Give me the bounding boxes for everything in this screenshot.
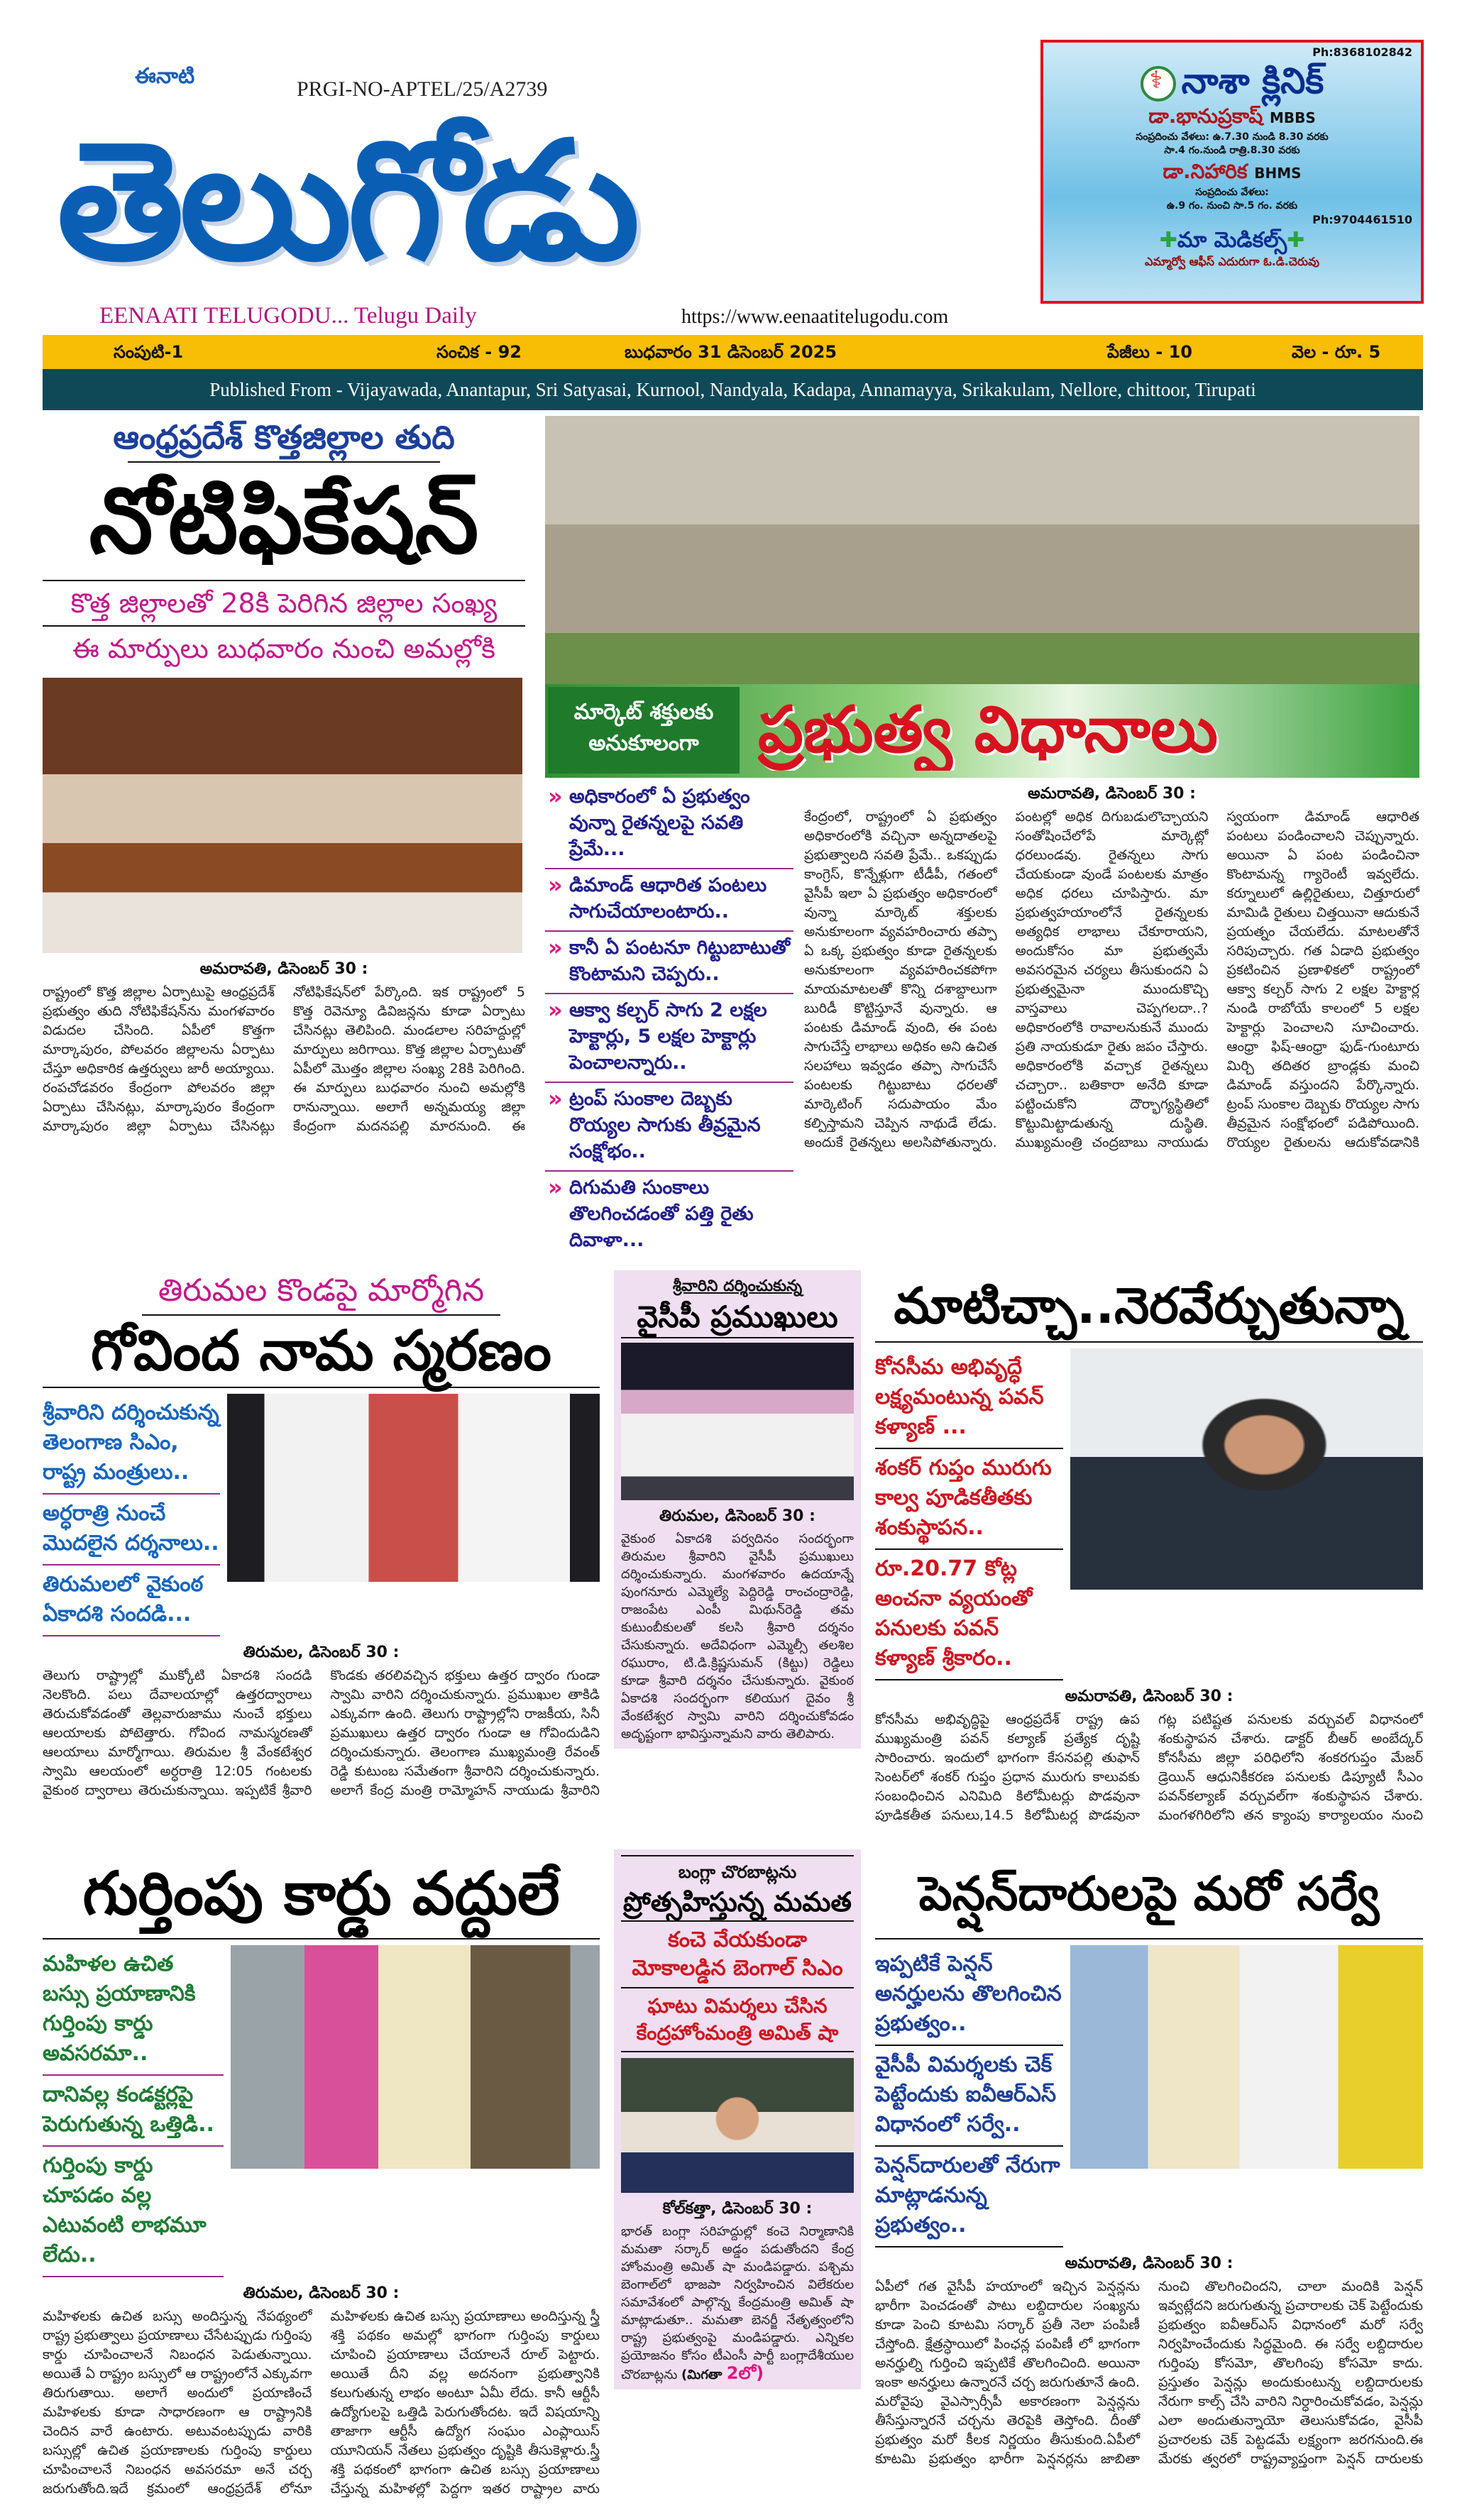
ad-timing-1a: సంప్రదించు వేళలు: ఉ.7.30 నుండి 8.30 వరకు bbox=[1136, 131, 1329, 143]
story-subheads bbox=[875, 1945, 1063, 2247]
story-headline: వైసీపీ ప్రముఖులు bbox=[621, 1297, 854, 1338]
story-body-text: కేంద్రంలో, రాష్ట్రంలో ఏ ప్రభుత్వం అధికారంలోకి వచ్చినా అన్నదాతలపై ప్రభుత్వాలది సవతి ప్రేమే.. ఒకప్పుడు కాంగ్రెస్, కొన్నేళ్లుగా టీడీపీ, గతంలో వైసీపీ ఇలా ఏ ప్రభుత్వం అధికారంలో వున్నా మార్కెట్ శక్తులకు అనుకూలంగా వ్యవహరించారు తప్పా ఏ ఒక్క ప్రభుత్వం కూడా రైతన్నలకు అనుకూలంగా వ్యవహరించకపోగా మాయమాటలతో కొన్ని దశాబ్దాలుగా బురిడీ కొట్టిస్తూనే వున్నారు. ఆ పంటకు డిమాండ్ వుంది, ఈ పంట సాగుచేస్తే లాభాలు అధికం అని ఉచిత సలహాలు ఇవ్వడం తప్పా సాగుచేసే పంటలకు గిట్టుబాటు ధరలతో మార్కెటింగ్ సదుపాయం మేం కల్పిస్తామని చెప్పిన నాథుడే లేడు. అందుకే రైతన్నలు అలసిపోతున్నారు. పంటల్లో అధిక దిగుబడులొచ్చాయని సంతోషించేలోపే మార్కెట్లో ధరలుండవు. రైతన్నలు సాగు చేయకుండా వుండే పంటలకు మాత్రం అధిక ధరలు చూపిస్తారు. మా ప్రభుత్వహయాంలోనే రైతన్నలకు అత్యధిక లాభాలు చేకూరాయని, అందుకోసం మా ప్రభుత్వమే అవసరమైన చర్యలు తీసుకుందని ఏ ప్రభుత్వమైనా ముందుకొచ్చి వాస్తవాలు చెప్పగలదా..? అధికారంలోకి రావాలనుకునే ముందు ప్రతి నాయకుడూ రైతు జపం చేస్తారు. అధికారంలోకి వచ్చాక రైతన్నలు చచ్చారా.. బతికారా అనేది కూడా పట్టించుకోని దౌర్భాగ్యస్థితిలో కొట్టుమిట్టాడుతున్న దుస్థితి. ముఖ్యమంత్రి చంద్రబాబు నాయుడు స్వయంగా డిమాండ్ ఆధారిత పంటలు పండించాలని చెప్పున్నారు. అయినా ఏ పంట పండించినా కొంటామన్న గ్యారెంటీ ఇవ్వలేదు. కర్నూలులో ఉల్లిరైతులు, చిత్తూరులో మామిడి రైతులు చిత్తయినా ఆదుకునే ప్రయత్నం చేయలేదు. మాటలతోనే సరిపుచ్చారు. గత ఏడాది ప్రభుత్వం ప్రకటించిన ప్రణాళికలో రాష్ట్రంలో ఆక్వా కల్చర్ సాగు 2 లక్షల హెక్టార్ల నుండి రాబోయే కాలంలో 5 లక్షల హెక్టార్లు పెంచాలని సూచించారు. ఆంధ్రా ఫిష్-ఆంధ్రా ఫుడ్-గుంటూరు మిర్చి తదితర బ్రాండ్లకు మంచి డిమాండ్ వస్తుందని పేర్కొన్నారు. ట్రంప్ సుంకాల దెబ్బకు రొయ్యల సాగు తీవ్రమైన సంక్షోభంలో పడిపోయింది. రొయ్యల రైతులను ఆదుకోవడానికి bbox=[804, 809, 1419, 1150]
story-pawan-kalyan bbox=[875, 1270, 1423, 1838]
ad-doctor-1 bbox=[1052, 104, 1412, 131]
ad-doctor-2 bbox=[1052, 159, 1412, 186]
story-pension-survey bbox=[875, 1849, 1423, 2476]
story-headline: పెన్షన్‌దారులపై మరో సర్వే bbox=[875, 1849, 1423, 1939]
dateline: అమరావతి, డిసెంబర్ 30 : bbox=[1065, 1688, 1234, 1705]
story-tirumala bbox=[43, 1270, 600, 1808]
green-cross-icon: ✚ bbox=[1287, 228, 1305, 253]
story-body-text: భారత్ బంగ్లా సరిహద్దుల్లో కంచె నిర్మాణానికి మమతా సర్కార్ అడ్డం పడుతోందని కేంద్ర హోంమంత్రి అమిత్ షా మండిపడ్డారు. పశ్చిమ బెంగాల్‌లో భాజపా నిర్వహించిన విలేకరుల సమావేశంలో పాల్గొన్న కేంద్రమంత్రి అమిత్ షా మాట్లాడుతూ.. మమతా బెనర్జీ నేతృత్వంలోని రాష్ట్ర ప్రభుత్వంపై మండిపడ్డారు. ఎన్నికల ప్రయోజనం కోసం టీఎంసీ పార్టీ బంగ్లాదేశీయుల చొరబాట్లను bbox=[621, 2224, 854, 2382]
website-link[interactable]: https://www.eenaatitelugodu.com bbox=[681, 306, 949, 328]
ad-phone-2: Ph:9704461510 bbox=[1312, 213, 1412, 226]
story-subheads bbox=[875, 1348, 1063, 1680]
subhead: తిరుమలలో వైకుంఠ ఏకాదశి సందడి... bbox=[43, 1566, 220, 1636]
published-from-bar: Published From - Vijayawada, Anantapur, Sri Satyasai, Kurnool, Nandyala, Kadapa, Annamayya, Srikakulam, Nellore, chittoor, Tirupati bbox=[43, 369, 1423, 410]
subhead: దానివల్ల కండక్టర్లపై పెరుగుతున్న ఒత్తిడి.. bbox=[43, 2076, 224, 2147]
story-subheadline: ఈ మార్పులు బుధవారం నుంచి అమల్లోకి bbox=[72, 633, 496, 664]
ad-timing-1b: సా.4 గం.నుండి రాత్రి.8.30 వరకు bbox=[1164, 145, 1300, 156]
story-body: వైకుంఠ ఏకాదశి పర్వదినం సందర్భంగా తిరుమల శ్రీవారిని వైసీపీ ప్రముఖులు దర్శించుకున్నారు. మంగళవారం ఉదయాన్నే పుంగనూరు ఎమ్మెల్యే పెద్దిరెడ్డి రాంచంద్రారెడ్డి, రాజంపేట ఎంపీ మిథున్‌రెడ్డి తమ కుటుంబీకులతో కలసి శ్రీవారి దర్శనం చేసుకున్నారు. అదేవిధంగా ఎమ్మెల్సీ తలశిల రఘురాం, టి.డి.క్రిష్ణసుమన్ (కిట్టు) రెడ్డిలు కూడా శ్రీవారి దర్శనం చేసుకున్నారు. వైకుంఠ ఏకాదశి సందర్భంగా కలియుగ దైవం శ్రీ వేంకటేశ్వర స్వామి వారిని దర్శించుకోవడం అదృష్టంగా భావిస్తున్నామని వారు తెలిపారు. bbox=[621, 1531, 854, 1742]
ad-timing-2a: సంప్రదించు వేళలు: bbox=[1195, 187, 1269, 198]
ad-doctor-1-degree: MBBS bbox=[1269, 109, 1316, 126]
dateline: తిరుమల, డిసెంబర్ 30 : bbox=[659, 1507, 815, 1525]
story-body bbox=[875, 2277, 1423, 2476]
story-body bbox=[43, 1666, 600, 1808]
story-body bbox=[43, 983, 525, 1146]
story-farm-policy bbox=[545, 416, 1419, 1259]
story-body-text: కోనసీమ అభివృద్ధిపై ఆంధ్రప్రదేశ్ రాష్ట్ర ఉప ముఖ్యమంత్రి పవన్ కల్యాణ్ ప్రత్యేక దృష్టి సారించారు. ఇందులో భాగంగా కేసనపల్లి తుఫాన్ సెంటర్‌లో శంకర్ గుప్తం ప్రధాన మురుగు కాలువకు సంబంధించిన ఎనిమిది కిలోమీటర్లు పొడవునా పూడికతీత పనులు,14.5 కిలోమీటర్ల పొడవునా గట్ల పటిష్టత పనులకు వర్చువల్ విధానంలో శంకుస్థాపన చేశారు. డాక్టర్ బీఆర్ అంబేద్కర్ కోనసీమ జిల్లా పరిధిలోని శంకరగుప్తం మేజర్ డ్రెయిన్ ఆధునికీకరణ పనులకు డిప్యూటీ సీఎం పవన్‌కల్యాణ్ వర్చువల్‌గా శంకుస్థాపన చేశారు. మంగళగిరిలోని తన క్యాంపు కార్యాలయం నుంచి bbox=[875, 1712, 1423, 1823]
story-mamata bbox=[614, 1849, 861, 2389]
temple-visit-photo bbox=[621, 1343, 854, 1500]
cabinet-meeting-photo bbox=[43, 678, 522, 953]
ad-timing-2b: ఉ.9 గం. నుంచి సా.5 గం. వరకు bbox=[1166, 200, 1298, 211]
story-kicker: ఆంధ్రప్రదేశ్ కొత్తజిల్లాల తుది bbox=[113, 418, 455, 456]
subhead: శ్రీవారిని దర్శించుకున్న తెలంగాణ సిఎం, రాష్ట్ర మంత్రులు.. bbox=[43, 1394, 220, 1495]
highlight-item: » డిమాండ్ ఆధారిత పంటలు సాగుచేయాలంటారు.. bbox=[545, 869, 793, 932]
banner-headline: ప్రభుత్వ విధానాలు bbox=[758, 693, 1219, 767]
subhead: కోనసీమ అభివృద్ధే లక్ష్యమంటున్న పవన్ కళ్యాణ్ ... bbox=[875, 1348, 1063, 1449]
masthead bbox=[0, 0, 1467, 412]
row-top-stories bbox=[43, 416, 1423, 1259]
green-cross-icon: ✚ bbox=[1159, 228, 1177, 253]
subhead: మహిళల ఉచిత బస్సు ప్రయాణానికి గుర్తింపు కార్డు అవసరమా.. bbox=[43, 1945, 224, 2076]
subhead: పెన్షన్‌దారులతో నేరుగా మాట్లాడనున్న ప్రభుత్వం.. bbox=[875, 2147, 1063, 2247]
highlight-item: » ట్రంప్ సుంకాల దెబ్బకు రొయ్యల సాగుకు తీవ్రమైన సంక్షోభం.. bbox=[545, 1083, 793, 1172]
subhead: ఇప్పటికే పెన్షన్ అనర్హులను తొలగించిన ప్రభుత్వం.. bbox=[875, 1945, 1063, 2046]
story-body-text: తెలుగు రాష్ట్రాల్లో ముక్కోటి ఏకాదశి సందడి నెలకొంది. పలు దేవాలయాల్లో ఉత్తరద్వారాలు తెరుచుకోవడంతో తెల్లవారుజాము నుంచే భక్తులు ఆలయాలకు పోటెత్తారు. గోవింద నామస్మరణతో ఆలయాలు మార్మోగాయి. తిరుమల శ్రీ వేంకటేశ్వర స్వామి ఆలయంలో అర్ధరాత్రి 12:05 గంటలకు వైకుంఠ ద్వారాలు తెరుచుకున్నాయి. ఇప్పటికే శ్రీవారి కొండకు తరలివచ్చిన భక్తులు ఉత్తర ద్వారం గుండా స్వామి వారిని దర్శించుకున్నారు. ప్రముఖుల తాకిడి ఎక్కువగా ఉంది. తెలుగు రాష్ట్రాల్లోని రాజకీయ, సినీ ప్రముఖులు ఉత్తర ద్వారం గుండా ఆ గోవిందుడిని దర్శించుకున్నారు. తెలంగాణ ముఖ్యమంత్రి రేవంత్ రెడ్డి కుటుంబ సమేతంగా శ్రీవారిని దర్శించుకున్నారు. అలాగే కేంద్ర మంత్రి రామ్మోహన్ నాయుడు శ్రీవారిని bbox=[43, 1668, 600, 1798]
clinic-advertisement bbox=[1040, 40, 1424, 304]
subhead: అర్ధరాత్రి నుంచే మొదలైన దర్శనాలు.. bbox=[43, 1495, 220, 1566]
newspaper-logo: తెలుగోడు bbox=[57, 107, 636, 297]
story-headline: ప్రోత్సహిస్తున్న మమత bbox=[621, 1883, 854, 1922]
banner-small-text: మార్కెట్ శక్తులకు అనుకూలంగా bbox=[548, 687, 740, 774]
highlight-item: » కానీ ఏ పంటనూ గిట్టుబాటుతో కొంటామని చెప్పరు.. bbox=[545, 932, 793, 994]
story-headline: మాటిచ్చా..నెరవేర్చుతున్నా bbox=[875, 1270, 1423, 1343]
dateline: అమరావతి, డిసెంబర్ 30 : bbox=[1065, 2255, 1234, 2272]
ad-clinic-name bbox=[1052, 60, 1412, 102]
medical-caduceus-icon bbox=[1141, 66, 1176, 101]
story-kicker: తిరుమల కొండపై మార్మోగిన bbox=[158, 1272, 485, 1309]
ad-clinic-label: నాశా క్లినిక్ bbox=[1181, 60, 1324, 101]
subhead: వైసీపీ విమర్శలకు చెక్ పెట్టేందుకు ఐవీఆర్ఎస్ విధానంలో సర్వే.. bbox=[875, 2046, 1063, 2147]
story-body-text: మహిళలకు ఉచిత బస్సు అందిస్తున్న నేపథ్యంలో రాష్ట్ర ప్రభుత్వాలు ప్రయాణాలు చేసేటప్పుడు గుర్తింపు కార్డు చూపించాలనే నిబంధన పెడుతున్నాయి. అయితే ఏ రాష్ట్రం బస్సులో ఆ రాష్ట్రంలోనే ఎక్కువగా తిరుగుతాయి. అలాగే అందులో ప్రయాణించే మహిళలకు కూడా సాధారణంగా ఆ రాష్ట్రానికి చెందిన వారే ఉంటారు. అటువంటప్పుడు వారికి బస్సుల్లో ఉచిత ప్రయాణాలకు గుర్తింపు కార్డులు చూపించాలనే నిబంధన అవసరమా అనే చర్చ జరుగుతోంది.ఇదే క్రమంలో ఆంధ్రప్రదేశ్ లోనూ మహిళలకు ఉచిత బస్సు ప్రయాణాలు అందిస్తున్న స్త్రీ శక్తి పథకం అమల్లో భాగంగా గుర్తింపు కార్డులు చూపించి ప్రయాణాలు చేయాలనే రూల్ పెట్టారు. అయితే దీని వల్ల అదనంగా ప్రభుత్వానికి కలుగుతున్న లాభం అంటూ ఏమీ లేదు. కానీ ఆర్టీసీ ఉద్యోగులపై ఒత్తిడి పెరుగుతోందట. ఇదే విషయాన్ని తాజాగా ఆర్టీసీ ఉద్యోగ సంఘం ఎంప్లాయిస్ యూనియన్ నేతలు ప్రభుత్వం దృష్టికి తీసుకెళ్లారు.స్త్రీ శక్తి పథకంలో భాగంగా ఉచిత బస్సు ప్రయాణాలు చేస్తున్న మహిళల్లో పెద్దగా ఇతర రాష్ట్రాల వారు bbox=[43, 2309, 600, 2497]
ad-medicals-label: మా మెడికల్స్ bbox=[1177, 228, 1287, 253]
highlight-item: » ఆక్వా కల్చర్ సాగు 2 లక్షల హెక్టార్లు, 5 లక్షల హెక్టార్లు పెంచాలన్నారు.. bbox=[545, 994, 793, 1083]
ad-doctor-2-degree: BHMS bbox=[1254, 165, 1302, 182]
farmers-field-photo bbox=[545, 416, 1419, 778]
ad-address: ఎమ్మార్వో ఆఫీస్ ఎదురుగా ఓ.డి.చెరువు bbox=[1145, 255, 1319, 268]
ad-doctor-2-name: డా.నిహారిక bbox=[1163, 160, 1248, 183]
story-body bbox=[43, 2307, 600, 2506]
registration-number: PRGI-NO-APTEL/25/A2739 bbox=[297, 77, 548, 101]
dateline: తిరుమల, డిసెంబర్ 30 : bbox=[243, 1644, 400, 1661]
ad-phone-1: Ph:8368102842 bbox=[1312, 45, 1412, 59]
highlight-item: » దిగుమతి సుంకాలు తొలగించడంతో పత్తి రైతు దివాళా... bbox=[545, 1172, 793, 1259]
highlight-item: » అధికారంలో ఏ ప్రభుత్వం వున్నా రైతన్నలపై సవతి ప్రేమే... bbox=[545, 781, 793, 869]
story-body bbox=[804, 808, 1419, 1166]
story-body-text: ఏపీలో గత వైసీపీ హయాంలో ఇచ్చిన పెన్షన్లను భారీగా పెంచడంతో పాటు లబ్దిదారుల సంఖ్యను కూడా పెంచి కూటమి సర్కార్ ప్రతీ నెలా పంపిణీ చేస్తోంది. క్షేత్రస్ధాయిలో పింఛన్ల పంపిణీ లో భాగంగా అనర్హుల్ని గుర్తించి ఇప్పటికే తొలగించింది. అయినా ఇంకా అనర్హులు ఉన్నారనే చర్చ జరుగుతూనే ఉంది. మరోవైపు వైఎస్సార్సీపీ అకారణంగా పెన్షన్లను తీసేస్తున్నారనే చర్చను తెరపైకి తెస్తోంది. దీంతో ప్రభుత్వం మరో కీలక నిర్ణయం తీసుకుంది.ఏపీలో కూటమి ప్రభుత్వం భారీగా పెన్షనర్లను జాబితా నుంచి తొలగించిందని, చాలా మందికి పెన్షన్ ఇవ్వట్లేదని జరుగుతున్న ప్రచారాలకు చెక్ పెట్టేందుకు ప్రభుత్వం ఐవీఆర్ఎస్ విధానంలో మరో సర్వే నిర్వహించేందుకు సిద్ధమైంది. ఈ సర్వే లబ్దిదారుల గుర్తింపు కోసమో, తొలగింపు కోసమో కాదు. ప్రస్తుతం పెన్షన్లు అందుకుంటున్న లబ్దిదారులకు నేరుగా కాల్స్ చేసి వారిని నిర్ధారించుకోవడం, పెన్షన్లు ఎలా అందుతున్నాయో తెలుసుకోవడం, వైసీపీ ప్రచారలకు చెక్ పెట్టడమే లక్ష్యంగా జరగనుంది.ఈ మేరకు త్వరలో రాష్ట్రవ్యాప్తంగా పెన్షన్ దారులకు bbox=[875, 2279, 1423, 2467]
row-middle-stories bbox=[43, 1270, 1423, 1838]
dateline: తిరుమల, డిసెంబర్ 30 : bbox=[243, 2284, 400, 2302]
ad-doctor-1-name: డా.భానుప్రకాష్ bbox=[1148, 104, 1263, 128]
dateline: అమరావతి, డిసెంబర్ 30 : bbox=[1028, 785, 1196, 803]
story-kicker: శ్రీవారిని దర్శించుకున్న bbox=[672, 1277, 803, 1295]
story-subheadline: ఘాటు విమర్శలు చేసిన కేంద్రహోంమంత్రి అమిత్ షా bbox=[621, 1988, 854, 2052]
subhead: గుర్తింపు కార్డు చూపడం వల్ల ఎటువంటి లాభమూ లేదు.. bbox=[43, 2147, 224, 2277]
issue-info-bar bbox=[43, 335, 1423, 369]
story-districts bbox=[43, 416, 525, 1146]
continued-on-page-2[interactable]: (మిగతా 2లో) bbox=[681, 2363, 764, 2383]
subhead: శంకర్ గుప్తం మురుగు కాల్వ పూడికతీతకు శంకుస్థాపన.. bbox=[875, 1449, 1063, 1550]
story-headline: నోటిఫికేషన్ bbox=[89, 468, 479, 574]
story-headline: గోవింద నామ స్మరణం bbox=[91, 1319, 551, 1383]
story-body bbox=[875, 1710, 1423, 1838]
pre-logo-text: ఈనాటి bbox=[135, 64, 195, 89]
issue-number: సంచిక - 92 bbox=[436, 342, 522, 362]
ad-medicals bbox=[1052, 227, 1412, 254]
story-headline: గుర్తింపు కార్డు వద్దులే bbox=[43, 1849, 600, 1939]
issue-date: బుధవారం 31 డిసెంబర్ 2025 bbox=[625, 342, 837, 362]
story-subheadline: కొత్త జిల్లాలతో 28కి పెరిగిన జిల్లాల సంఖ్య bbox=[70, 588, 498, 619]
price: వెల - రూ. 5 bbox=[1292, 342, 1381, 362]
story-body-text: రాష్ట్రంలో కొత్త జిల్లాల ఏర్పాటుపై ఆంధ్రప్రదేశ్ ప్రభుత్వం తుది నోటిఫికేషన్‌ను మంగళవారం విడుదల చేసింది. ఏపీలో కొత్తగా మార్కాపురం, పోలవరం జిల్లాలను ఏర్పాటు చేస్తూ అధికారిక ఉత్తర్వులు జారీ అయ్యాయి. రంపచోడవరం కేంద్రంగా పోలవరం జిల్లా ఏర్పాటు చేసినట్లు, మార్కాపురం కేంద్రంగా మార్కాపురం జిల్లా ఏర్పాటు చేసినట్లు నోటిఫికేషన్‌లో పేర్కొంది. ఇక రాష్ట్రంలో 5 కొత్త రెవెన్యూ డివిజన్లను కూడా ఏర్పాటు చేసినట్లు తెలిపింది. మండలాల సరిహద్దుల్లో మార్పులు జరిగాయి. కొత్త జిల్లాల ఏర్పాటుతో ఏపీలో మొత్తం జిల్లాల సంఖ్య 28కి పెరిగింది. ఈ మార్పులు బుధవారం నుంచి అమల్లోకి రానున్నాయి. అలాగే అన్నమయ్య జిల్లా కేంద్రంగా మదనపల్లి మారనుంది. ఈ bbox=[43, 984, 525, 1134]
free-bus-photo bbox=[231, 1945, 600, 2169]
cm-tirumala-photo bbox=[227, 1394, 600, 1582]
story-id-card bbox=[43, 1849, 600, 2506]
story-highlights bbox=[545, 781, 793, 1259]
pawan-kalyan-photo bbox=[1070, 1348, 1423, 1590]
volume: సంపుటి-1 bbox=[114, 342, 184, 362]
story-subheads bbox=[43, 1394, 220, 1636]
amit-shah-photo bbox=[621, 2058, 854, 2193]
subhead: రూ.20.77 కోట్ల అంచనా వ్యయంతో పనులకు పవన్ కళ్యాణ్ శ్రీకారం.. bbox=[875, 1550, 1063, 1680]
story-body bbox=[621, 2223, 854, 2384]
tagline: EENAATI TELUGODU... Telugu Daily bbox=[99, 303, 477, 329]
dateline: కోల్‌కత్తా, డిసెంబర్ 30 : bbox=[662, 2200, 813, 2218]
story-subheads bbox=[43, 1945, 224, 2277]
pension-distribution-photo bbox=[1070, 1945, 1423, 2169]
story-kicker: బంగ్లా చొరబాట్లను bbox=[678, 1862, 797, 1882]
row-bottom-stories bbox=[43, 1849, 1423, 2520]
dateline: అమరావతి, డిసెంబర్ 30 : bbox=[199, 960, 368, 978]
story-subheadline: కంచె వేయకుండా మోకాలడ్డిన బెంగాల్ సిఎం bbox=[621, 1922, 854, 1988]
page-count: పేజీలు - 10 bbox=[1107, 342, 1192, 362]
story-ysrcp-leaders bbox=[614, 1270, 861, 1749]
